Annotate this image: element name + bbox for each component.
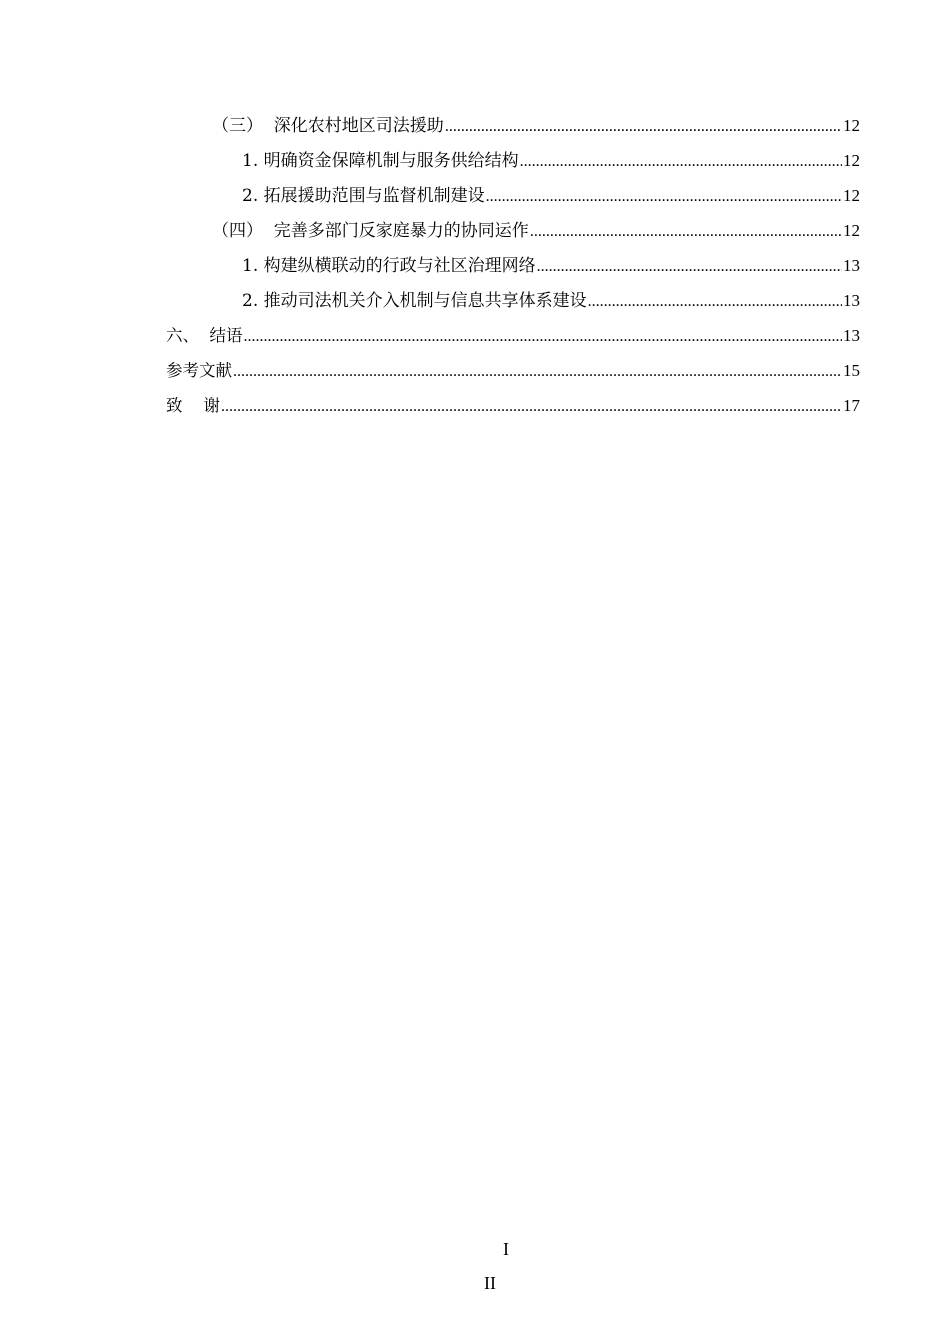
toc-entry-title: 参考文献 <box>166 361 232 380</box>
dot-leader <box>486 183 842 211</box>
dot-leader <box>520 148 842 176</box>
toc-entry-title: 1. 明确资金保障机制与服务供给结构 <box>242 151 519 171</box>
dot-leader <box>588 288 842 316</box>
toc-entry-section-3-2[interactable] <box>166 182 860 217</box>
toc-entry-title: 2. 拓展援助范围与监督机制建设 <box>242 186 485 206</box>
toc-page-number: 17 <box>843 396 860 415</box>
toc-entry-title: （四） 完善多部门反家庭暴力的协同运作 <box>212 221 529 241</box>
toc-entry-title: 1. 构建纵横联动的行政与社区治理网络 <box>242 256 536 276</box>
toc-entry-references[interactable] <box>166 357 860 392</box>
toc-entry-title: 2. 推动司法机关介入机制与信息共享体系建设 <box>242 291 587 311</box>
toc-entry-conclusion[interactable] <box>166 322 860 357</box>
dot-leader <box>233 358 842 386</box>
toc-entry-section-3[interactable] <box>166 112 860 147</box>
toc-page-number: 13 <box>843 326 860 345</box>
toc-entry-section-4[interactable] <box>166 217 860 252</box>
toc-page-number: 13 <box>843 256 860 275</box>
page-number-footer: I <box>503 1239 509 1259</box>
dot-leader <box>537 253 842 281</box>
toc-page-number: 12 <box>843 151 860 170</box>
toc-page-number: 15 <box>843 361 860 380</box>
dot-leader <box>221 393 842 421</box>
table-of-contents <box>166 112 860 427</box>
dot-leader <box>244 323 843 351</box>
dot-leader <box>530 218 842 246</box>
toc-entry-title: （三） 深化农村地区司法援助 <box>212 116 444 136</box>
toc-entry-title: 六、 结语 <box>166 326 243 345</box>
toc-entry-section-4-2[interactable] <box>166 287 860 322</box>
toc-page-number: 12 <box>843 221 860 240</box>
toc-entry-section-3-1[interactable] <box>166 147 860 182</box>
toc-entry-title: 致 谢 <box>166 396 220 415</box>
toc-page-number: 12 <box>843 116 860 135</box>
toc-page-number: 13 <box>843 291 860 310</box>
toc-page-number: 12 <box>843 186 860 205</box>
toc-entry-acknowledgements[interactable] <box>166 392 860 427</box>
dot-leader <box>445 113 842 141</box>
toc-entry-section-4-1[interactable] <box>166 252 860 287</box>
page-number-footer-secondary: II <box>484 1273 496 1293</box>
